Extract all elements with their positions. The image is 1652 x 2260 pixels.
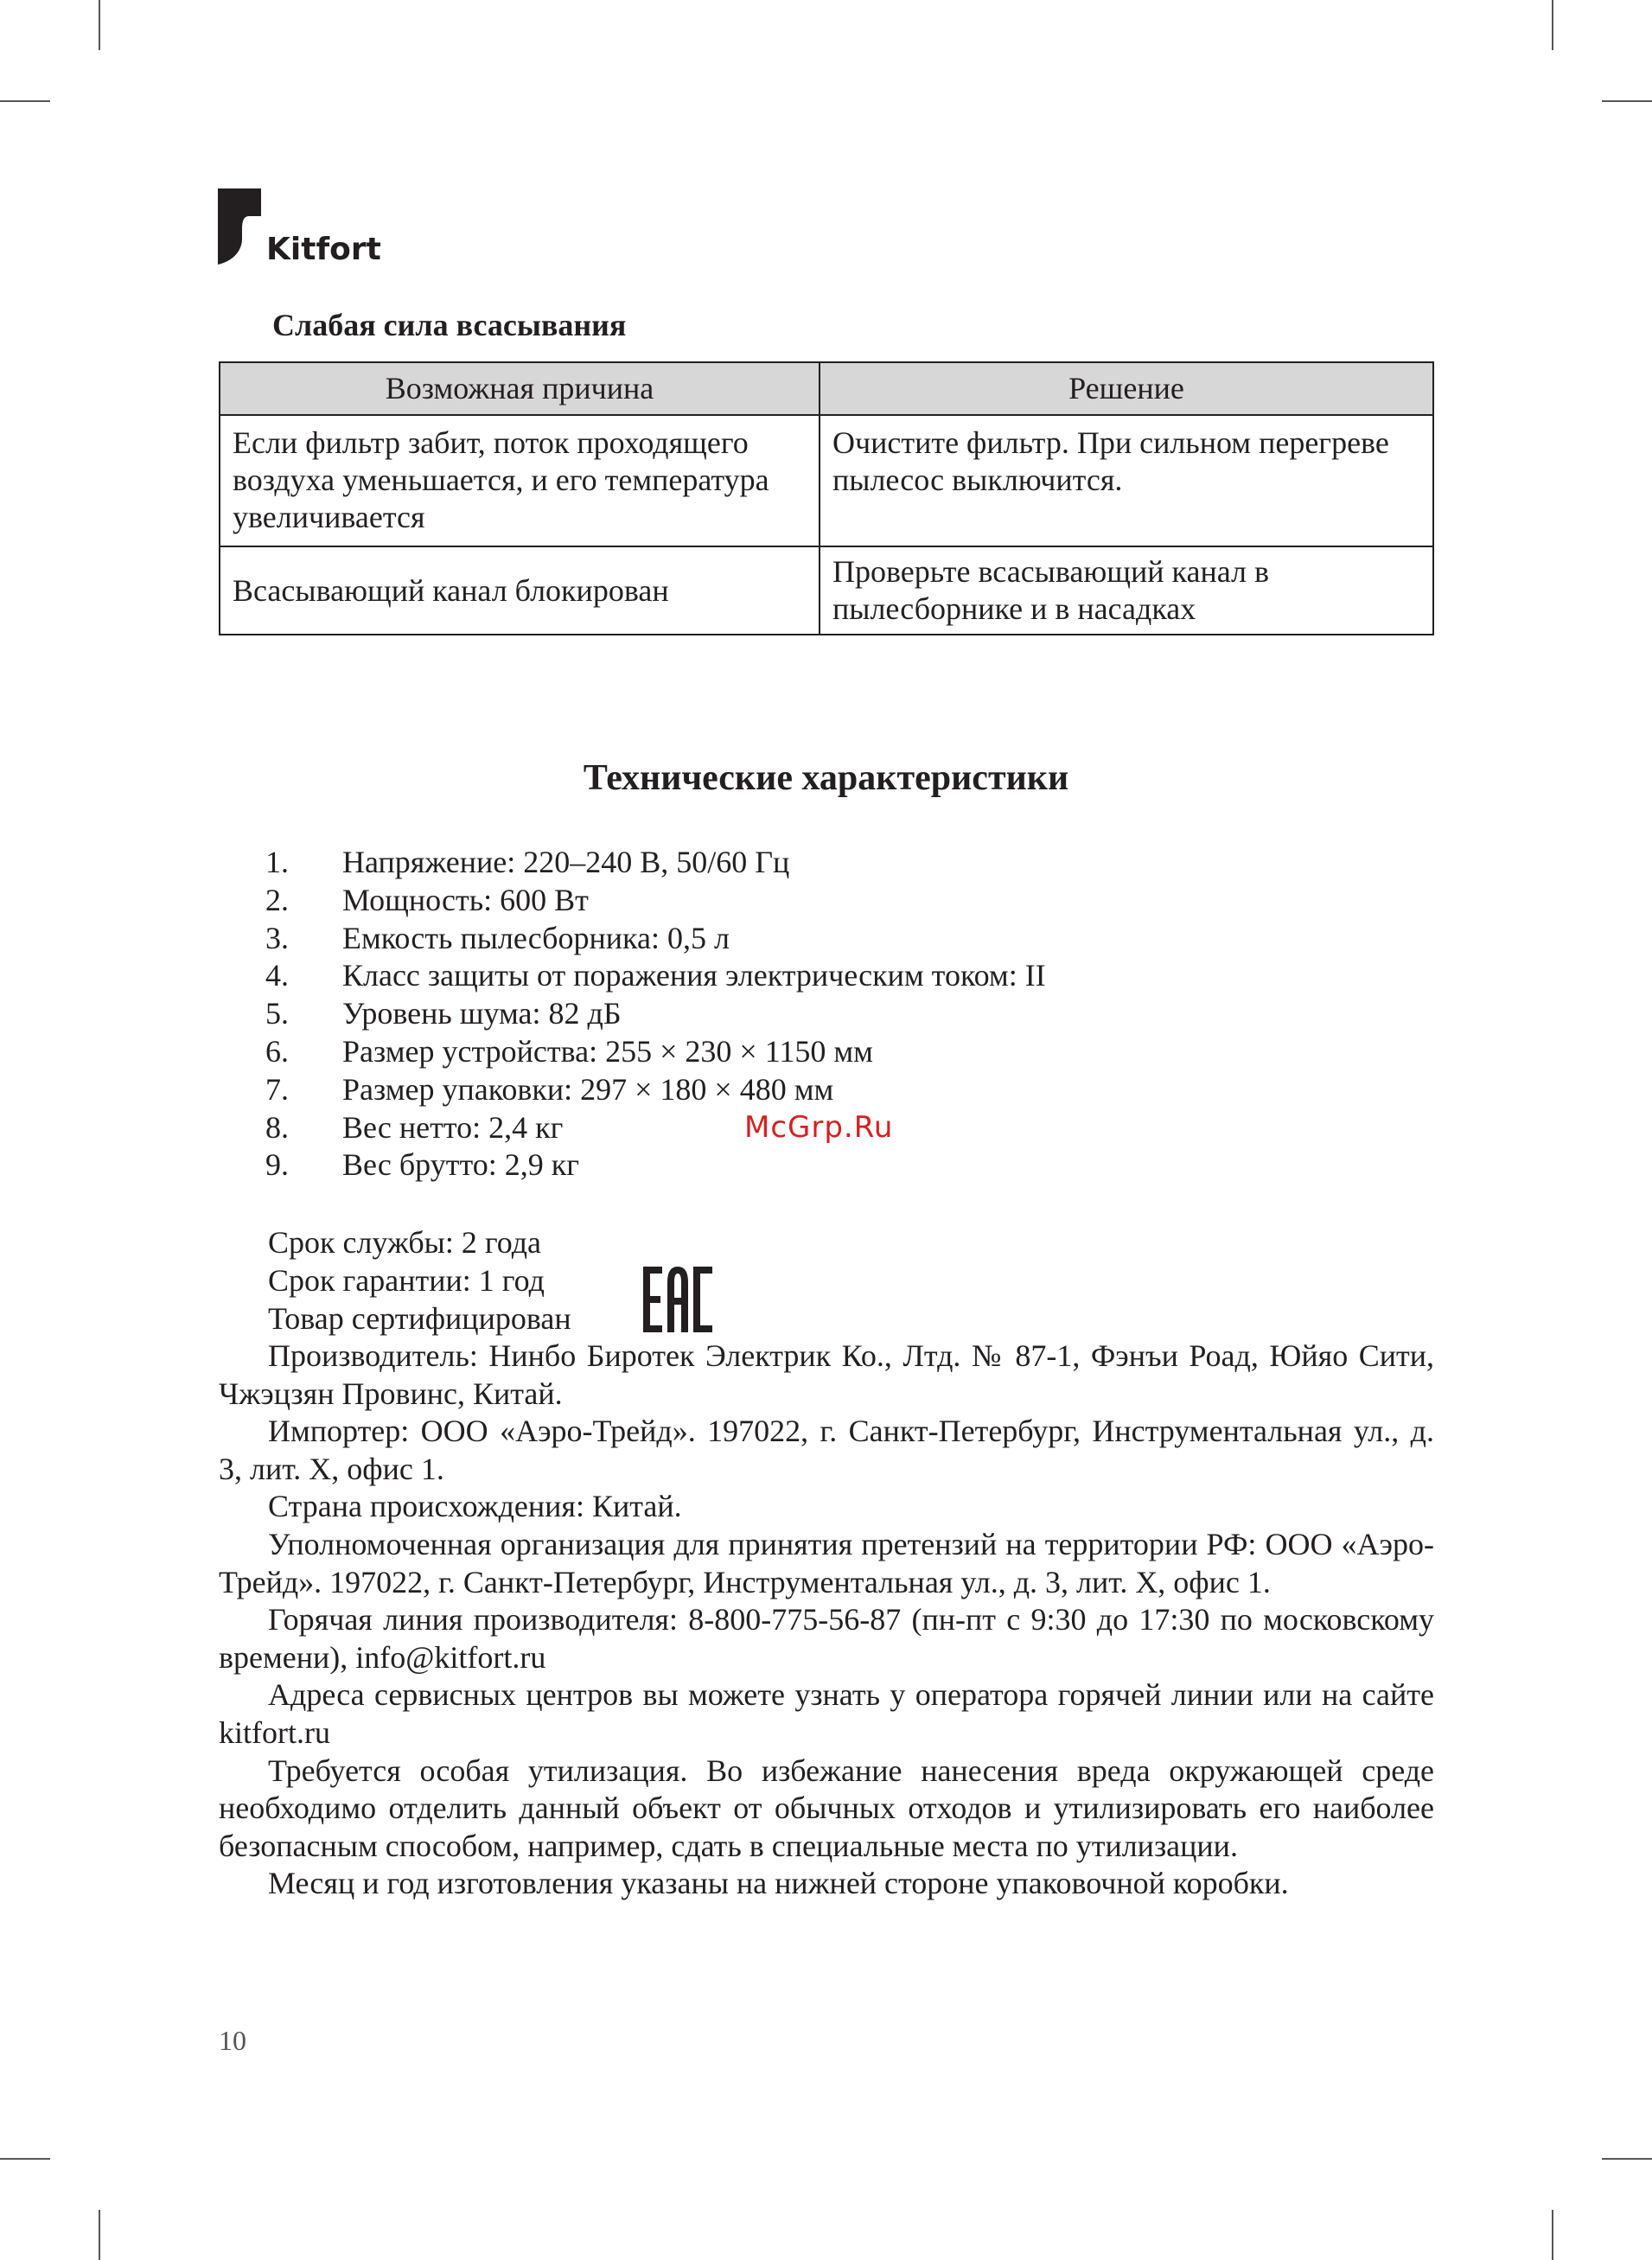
list-number: 4. — [265, 958, 289, 993]
list-text: Вес брутто: 2,9 кг — [342, 1147, 579, 1183]
eac-mark-icon — [641, 1265, 714, 1334]
brand-name: Kitfort — [266, 232, 381, 267]
claims-paragraph: Уполномоченная организация для принятия претензий на территории РФ: ООО «Аэро-Трейд». 197022, г. Санкт-Петербург, Инструментальная ул., д. 3, лит. Х, офис 1. — [219, 1526, 1434, 1599]
kitfort-logo-icon — [218, 188, 261, 266]
specs-list — [265, 844, 1046, 1184]
list-item — [265, 1033, 1046, 1071]
manufacture-date-paragraph: Месяц и год изготовления указаны на нижней стороне упаковочной коробки. — [268, 1866, 1289, 1901]
origin-paragraph: Страна происхождения: Китай. — [268, 1489, 682, 1524]
list-number: 3. — [265, 920, 289, 955]
troubleshooting-table — [219, 361, 1434, 635]
service-centers-paragraph: Адреса сервисных центров вы можете узнать у оператора горячей линии или на сайте kitfort.ru — [219, 1677, 1434, 1750]
list-text: Уровень шума: 82 дБ — [342, 996, 622, 1031]
disposal-paragraph: Требуется особая утилизация. Во избежание нанесения вреда окружающей среде необходимо отделить данный объект от обычных отходов и утилизировать его наиболее безопасным способом, например, сдать в специальные места по утилизации. — [219, 1752, 1434, 1863]
list-number: 9. — [265, 1147, 289, 1183]
list-item — [265, 882, 1046, 920]
crop-mark — [99, 2210, 100, 2260]
list-item — [265, 1146, 1046, 1184]
list-number: 6. — [265, 1033, 289, 1069]
list-text: Размер устройства: 255 × 230 × 1150 мм — [342, 1033, 873, 1069]
list-text: Мощность: 600 Вт — [342, 882, 589, 917]
crop-mark — [1602, 100, 1652, 102]
list-number: 8. — [265, 1109, 289, 1145]
page-number: 10 — [219, 2025, 246, 2056]
list-item — [265, 1109, 1046, 1147]
list-text: Размер упаковки: 297 × 180 × 480 мм — [342, 1071, 834, 1107]
crop-mark — [1602, 2158, 1652, 2160]
crop-mark — [0, 100, 50, 102]
table-cell-cause: Всасывающий канал блокирован — [220, 546, 820, 635]
page-heading: Технические характеристики — [583, 758, 1069, 798]
list-number: 1. — [265, 845, 289, 879]
info-lines — [268, 1223, 571, 1337]
crop-mark — [99, 0, 100, 50]
table-cell-solution: Очистите фильтр. При сильном перегреве пылесос выключится. — [820, 415, 1433, 546]
crop-mark — [0, 2158, 50, 2160]
section-title: Слабая сила всасывания — [272, 308, 627, 342]
importer-paragraph: Импортер: ООО «Аэро-Трейд». 197022, г. Санкт-Петербург, Инструментальная ул., д. 3, лит. Х, офис 1. — [219, 1414, 1434, 1486]
list-item — [265, 920, 1046, 958]
list-item — [265, 995, 1046, 1033]
list-number: 5. — [265, 996, 289, 1031]
column-header-cause: Возможная причина — [220, 362, 820, 415]
list-text: Напряжение: 220–240 В, 50/60 Гц — [342, 845, 790, 879]
list-text: Емкость пылесборника: 0,5 л — [342, 920, 730, 955]
service-life: Срок службы: 2 года — [268, 1225, 542, 1260]
list-text: Вес нетто: 2,4 кг — [342, 1109, 564, 1145]
table-row — [220, 415, 1433, 546]
info-paragraphs — [219, 1337, 1434, 1903]
crop-mark — [1552, 0, 1553, 50]
table-cell-cause: Если фильтр забит, поток проходящего воздуха уменьшается, и его температура увеличивается — [220, 415, 820, 546]
crop-mark — [1552, 2210, 1553, 2260]
list-item — [265, 957, 1046, 995]
watermark: McGrp.Ru — [744, 1110, 894, 1145]
manufacturer-paragraph: Производитель: Нинбо Биротек Электрик Ко., Лтд. № 87-1, Фэнъи Роад, Юйяо Сити, Чжэцзян Провинс, Китай. — [219, 1338, 1434, 1411]
table-row — [220, 546, 1433, 635]
list-item — [265, 844, 1046, 882]
list-item — [265, 1071, 1046, 1109]
brand-logo — [218, 188, 391, 275]
list-number: 2. — [265, 882, 289, 917]
list-number: 7. — [265, 1071, 289, 1107]
table-header-row — [220, 362, 1433, 415]
list-text: Класс защиты от поражения электрическим током: II — [342, 958, 1046, 993]
certified: Товар сертифицирован — [268, 1301, 571, 1336]
column-header-solution: Решение — [820, 362, 1433, 415]
warranty: Срок гарантии: 1 год — [268, 1263, 545, 1298]
table-cell-solution: Проверьте всасывающий канал в пылесборнике и в насадках — [820, 546, 1433, 635]
hotline-paragraph: Горячая линия производителя: 8-800-775-56-87 (пн-пт с 9:30 до 17:30 по московскому времени), info@kitfort.ru — [219, 1602, 1434, 1675]
